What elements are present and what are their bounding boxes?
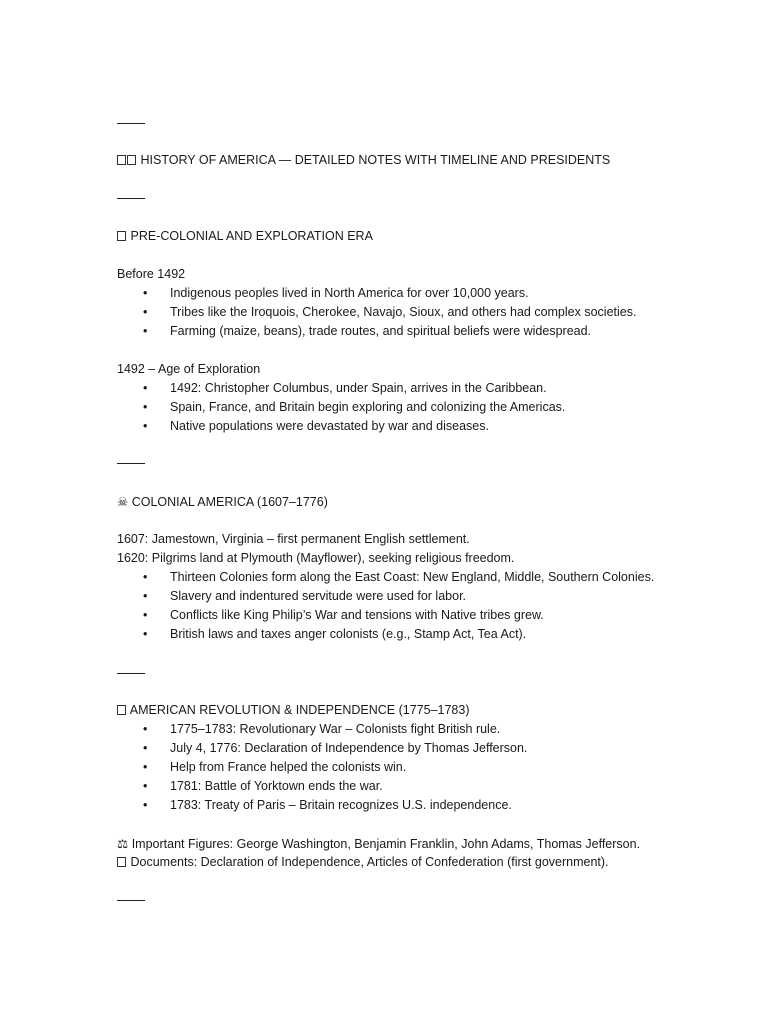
horizontal-rule bbox=[117, 198, 145, 199]
subheading-before-1492: Before 1492 bbox=[117, 267, 186, 281]
horizontal-rule bbox=[117, 123, 145, 124]
horizontal-rule bbox=[117, 900, 145, 901]
list-item-text: 1775–1783: Revolutionary War – Colonists fight British rule. bbox=[170, 722, 501, 736]
list-item bbox=[143, 741, 527, 755]
list-item-text: Spain, France, and Britain begin exploring and colonizing the Americas. bbox=[170, 400, 566, 414]
scroll-icon bbox=[117, 705, 126, 715]
section-heading-text: PRE-COLONIAL AND EXPLORATION ERA bbox=[130, 229, 373, 243]
skull-icon: ☠ bbox=[117, 495, 129, 509]
list-item-text: July 4, 1776: Declaration of Independence by Thomas Jefferson. bbox=[170, 741, 528, 755]
list-item-text: 1783: Treaty of Paris – Britain recognizes U.S. independence. bbox=[170, 798, 512, 812]
list-item bbox=[143, 722, 500, 736]
bullet: • bbox=[143, 381, 148, 395]
list-item bbox=[143, 570, 654, 584]
list-item bbox=[143, 400, 565, 414]
horizontal-rule bbox=[117, 463, 145, 464]
important-figures-line bbox=[117, 836, 640, 851]
list-item-text: 1781: Battle of Yorktown ends the war. bbox=[170, 779, 383, 793]
section-heading-precolonial bbox=[117, 229, 373, 243]
bullet: • bbox=[143, 419, 148, 433]
list-item-text: Farming (maize, beans), trade routes, and spiritual beliefs were widespread. bbox=[170, 324, 592, 338]
bullet: • bbox=[143, 722, 148, 736]
list-item bbox=[143, 627, 526, 641]
list-item-text: British laws and taxes anger colonists (e.g., Stamp Act, Tea Act). bbox=[170, 627, 527, 641]
list-item-text: Indigenous peoples lived in North America for over 10,000 years. bbox=[170, 286, 529, 300]
list-item-text: Conflicts like King Philip’s War and tensions with Native tribes grew. bbox=[170, 608, 544, 622]
flag-icon bbox=[117, 155, 126, 165]
section-heading-text: AMERICAN REVOLUTION & INDEPENDENCE (1775–1783) bbox=[129, 703, 470, 717]
scales-icon: ⚖ bbox=[117, 837, 129, 851]
globe-icon bbox=[117, 231, 126, 241]
horizontal-rule bbox=[117, 673, 145, 674]
list-item-text: Help from France helped the colonists win. bbox=[170, 760, 407, 774]
bullet: • bbox=[143, 760, 148, 774]
paragraph-line: 1607: Jamestown, Virginia – first permanent English settlement. bbox=[117, 532, 470, 546]
documents-text: Documents: Declaration of Independence, Articles of Confederation (first government). bbox=[130, 855, 609, 869]
document-title bbox=[117, 153, 610, 167]
document-title-text: HISTORY OF AMERICA — DETAILED NOTES WITH TIMELINE AND PRESIDENTS bbox=[140, 153, 611, 167]
documents-line bbox=[117, 855, 609, 869]
bullet: • bbox=[143, 608, 148, 622]
list-item bbox=[143, 798, 512, 812]
list-item-text: Tribes like the Iroquois, Cherokee, Navajo, Sioux, and others had complex societies. bbox=[170, 305, 637, 319]
section-heading-revolution bbox=[117, 703, 469, 717]
list-item bbox=[143, 305, 636, 319]
important-figures-text: Important Figures: George Washington, Benjamin Franklin, John Adams, Thomas Jefferson. bbox=[131, 837, 641, 851]
flag-icon bbox=[127, 155, 136, 165]
bullet: • bbox=[143, 798, 148, 812]
section-heading-colonial bbox=[117, 494, 328, 509]
list-item bbox=[143, 286, 529, 300]
bullet: • bbox=[143, 589, 148, 603]
list-item-text: Thirteen Colonies form along the East Coast: New England, Middle, Southern Colonies. bbox=[170, 570, 655, 584]
list-item-text: Native populations were devastated by war and diseases. bbox=[170, 419, 489, 433]
list-item bbox=[143, 419, 489, 433]
list-item bbox=[143, 324, 591, 338]
list-item bbox=[143, 608, 544, 622]
bullet: • bbox=[143, 570, 148, 584]
bullet: • bbox=[143, 779, 148, 793]
bullet: • bbox=[143, 400, 148, 414]
list-item-text: 1492: Christopher Columbus, under Spain, arrives in the Caribbean. bbox=[170, 381, 547, 395]
paragraph-line: 1620: Pilgrims land at Plymouth (Mayflower), seeking religious freedom. bbox=[117, 551, 515, 565]
bullet: • bbox=[143, 741, 148, 755]
bullet: • bbox=[143, 305, 148, 319]
list-item bbox=[143, 589, 466, 603]
subheading-age-of-exploration: 1492 – Age of Exploration bbox=[117, 362, 261, 376]
section-heading-text: COLONIAL AMERICA (1607–1776) bbox=[131, 495, 328, 509]
list-item bbox=[143, 779, 383, 793]
bullet: • bbox=[143, 286, 148, 300]
bullet: • bbox=[143, 627, 148, 641]
list-item bbox=[143, 381, 547, 395]
document-icon bbox=[117, 857, 126, 867]
list-item bbox=[143, 760, 406, 774]
list-item-text: Slavery and indentured servitude were used for labor. bbox=[170, 589, 467, 603]
bullet: • bbox=[143, 324, 148, 338]
